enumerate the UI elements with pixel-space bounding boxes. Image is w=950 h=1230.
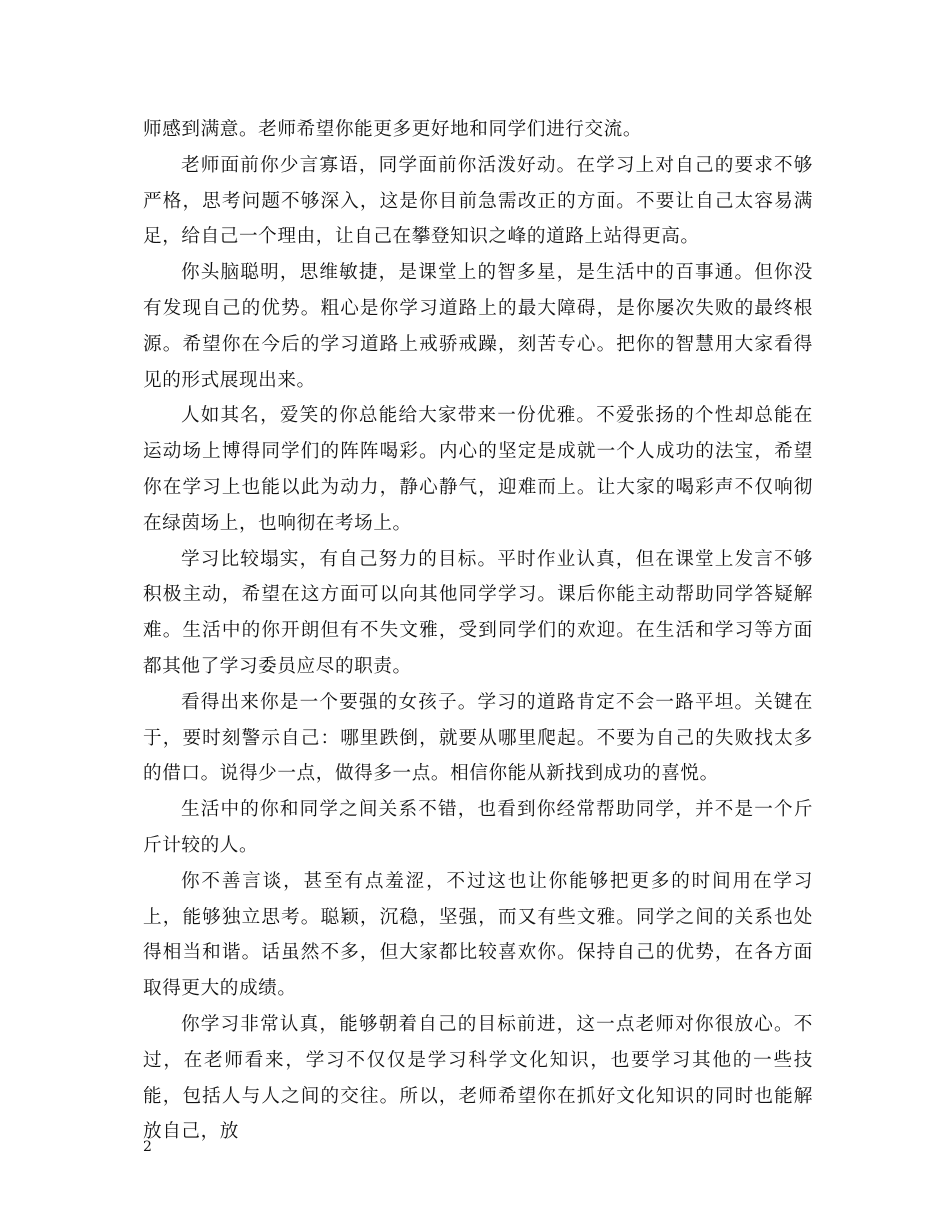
- paragraph-7: 生活中的你和同学之间关系不错，也看到你经常帮助同学，并不是一个斤斤计较的人。: [143, 799, 813, 856]
- page-number: 2: [143, 1139, 152, 1155]
- paragraph-5: 学习比较塌实，有自己努力的目标。平时作业认真，但在课堂上发言不够积极主动，希望在这方面可以向其他同学学习。课后你能主动帮助同学答疑解难。生活中的你开朗但有不失文雅，受到同学们的欢迎。在生活和学习等方面都其他了学习委员应尽的职责。: [143, 548, 813, 677]
- paragraph-8: 你不善言谈，甚至有点羞涩，不过这也让你能够把更多的时间用在学习上，能够独立思考。聪颖，沉稳，坚强，而又有些文雅。同学之间的关系也处得相当和谐。话虽然不多，但大家都比较喜欢你。保持自己的优势，在各方面取得更大的成绩。: [143, 870, 813, 1000]
- paragraph-6: 看得出来你是一个要强的女孩子。学习的道路肯定不会一路平坦。关键在于，要时刻警示自己：哪里跌倒，就要从哪里爬起。不要为自己的失败找太多的借口。说得少一点，做得多一点。相信你能从新找到成功的喜悦。: [143, 691, 813, 785]
- body-text: [143, 112, 813, 1150]
- paragraph-1: 师感到满意。老师希望你能更多更好地和同学们进行交流。: [143, 119, 643, 140]
- paragraph-3: 你头脑聪明，思维敏捷，是课堂上的智多星，是生活中的百事通。但你没有发现自己的优势。粗心是你学习道路上的最大障碍，是你屡次失败的最终根源。希望你在今后的学习道路上戒骄戒躁，刻苦专心。把你的智慧用大家看得见的形式展现出来。: [143, 262, 813, 391]
- paragraph-9: 你学习非常认真，能够朝着自己的目标前进，这一点老师对你很放心。不过，在老师看来，学习不仅仅是学习科学文化知识，也要学习其他的一些技能，包括人与人之间的交往。所以，老师希望你在抓好文化知识的同时也能解放自己，放: [143, 1013, 813, 1143]
- paragraph-4: 人如其名，爱笑的你总能给大家带来一份优雅。不爱张扬的个性却总能在运动场上博得同学们的阵阵喝彩。内心的坚定是成就一个人成功的法宝，希望你在学习上也能以此为动力，静心静气，迎难而上。让大家的喝彩声不仅响彻在绿茵场上，也响彻在考场上。: [143, 405, 813, 534]
- paragraph-2: 老师面前你少言寡语，同学面前你活泼好动。在学习上对自己的要求不够严格，思考问题不够深入，这是你目前急需改正的方面。不要让自己太容易满足，给自己一个理由，让自己在攀登知识之峰的道路上站得更高。: [143, 154, 813, 248]
